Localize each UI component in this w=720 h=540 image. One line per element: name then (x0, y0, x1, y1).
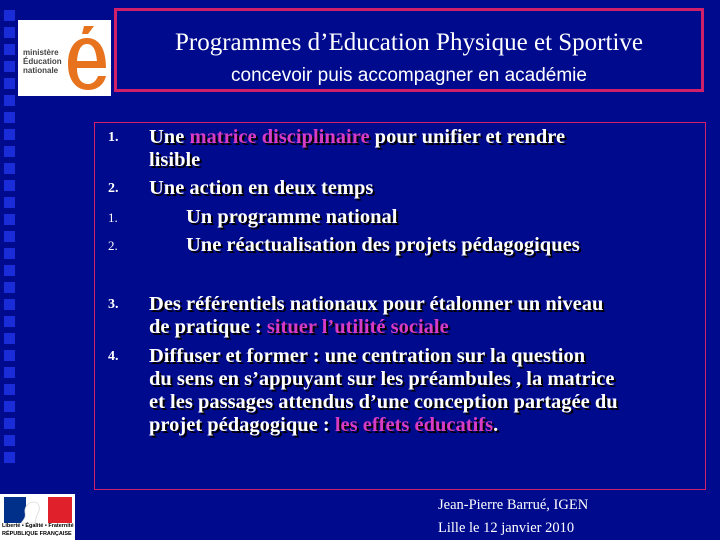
decorative-square (4, 333, 15, 344)
author-line: Jean-Pierre Barrué, IGEN (438, 497, 589, 513)
item-number: 4. (108, 349, 119, 364)
decorative-square (4, 299, 15, 310)
decorative-square (4, 384, 15, 395)
logo-text: ministère Éducation nationale (23, 48, 62, 75)
list-item: Une action en deux temps (149, 177, 374, 199)
marianne-icon (20, 500, 42, 524)
decorative-square (4, 44, 15, 55)
list-item: Diffuser et former : une centration sur la question (149, 345, 586, 367)
item-number: 1. (108, 130, 119, 145)
decorative-square (4, 435, 15, 446)
sub-list-item: Un programme national (186, 206, 398, 228)
decorative-square (4, 316, 15, 327)
ministry-logo (18, 20, 111, 96)
sub-list-item: Une réactualisation des projets pédagogiques (186, 234, 580, 256)
decorative-square (4, 418, 15, 429)
decorative-square (4, 265, 15, 276)
decorative-square (4, 401, 15, 412)
decorative-square (4, 129, 15, 140)
decorative-square (4, 112, 15, 123)
list-item-continuation: lisible (149, 149, 201, 171)
sub-item-number: 2. (108, 238, 118, 253)
decorative-square (4, 10, 15, 21)
decorative-square (4, 27, 15, 38)
date-line: Lille le 12 janvier 2010 (438, 520, 575, 536)
title-box (114, 8, 704, 92)
sub-item-number: 1. (108, 210, 118, 225)
logo-e-icon (66, 24, 108, 92)
decorative-square (4, 61, 15, 72)
list-item-continuation: et les passages attendus d’une conception partagée du (149, 391, 618, 413)
list-item: Des référentiels nationaux pour étalonner un niveau (149, 293, 604, 315)
decorative-square (4, 95, 15, 106)
decorative-square (4, 146, 15, 157)
page-subtitle: concevoir puis accompagner en académie (231, 65, 587, 86)
republique-francaise-logo: Liberté • Égalité • Fraternité RÉPUBLIQUE FRANÇAISE (0, 494, 75, 540)
page-title: Programmes d’Education Physique et Sportive (175, 29, 643, 56)
item-number: 2. (108, 181, 119, 196)
decorative-square (4, 78, 15, 89)
list-item-continuation: projet pédagogique : les effets éducatifs. (149, 414, 499, 436)
decorative-square (4, 197, 15, 208)
list-item-continuation: de pratique : situer l’utilité sociale (149, 316, 449, 338)
decorative-square (4, 282, 15, 293)
decorative-square (4, 231, 15, 242)
decorative-square (4, 214, 15, 225)
list-item: Une matrice disciplinaire pour unifier et rendre (149, 126, 566, 148)
decorative-square (4, 180, 15, 191)
list-item-continuation: du sens en s’appuyant sur les préambules , la matrice (149, 368, 615, 390)
decorative-square (4, 452, 15, 463)
item-number: 3. (108, 297, 119, 312)
decorative-square (4, 350, 15, 361)
decorative-square (4, 163, 15, 174)
decorative-square (4, 367, 15, 378)
decorative-square (4, 248, 15, 259)
